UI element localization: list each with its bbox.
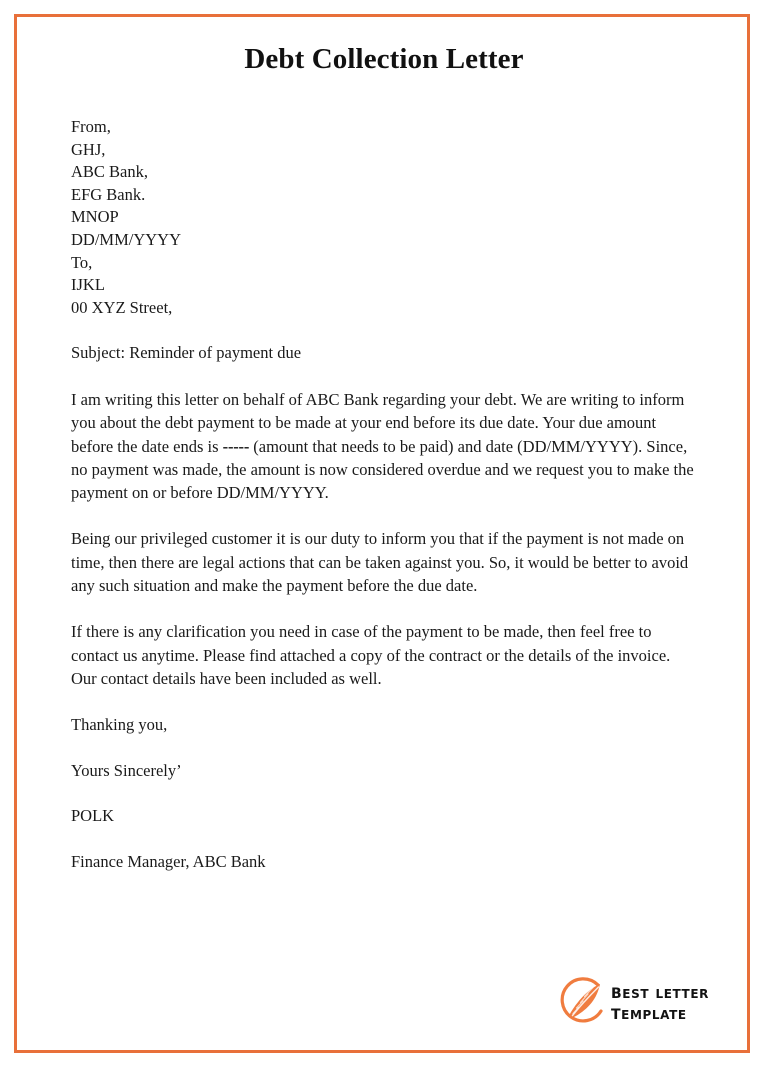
blank-amount-placeholder: ----- (222, 436, 250, 456)
address-line: DD/MM/YYYY (71, 229, 182, 249)
address-line: From, (71, 117, 111, 136)
page-title: Debt Collection Letter (244, 43, 524, 75)
body-paragraph-3: If there is any clarification you need in case of the payment to be made, then feel free to contact us anytime. Please find attached a copy of the contract or the details of the invoice. Our contact details have been included as well. (71, 622, 671, 688)
brand-logo (557, 972, 717, 1034)
paragraph-1-text-after-blank: (amount that needs to be paid) and date (DD/MM/YYYY). Since, no payment was made, the amount is now considered overdue and we request you to make the payment on or before DD/MM/YYYY. (71, 436, 694, 503)
address-line: ABC Bank, (71, 162, 149, 182)
brand-line-1: best letter (611, 980, 709, 1003)
body-paragraph-1 (71, 388, 697, 504)
closing-valediction: Yours Sincerely’ (71, 760, 182, 780)
address-line: GHJ, (71, 139, 106, 159)
address-line: EFG Bank. (71, 184, 146, 204)
address-line: To, (71, 252, 93, 272)
signature-title: Finance Manager, ABC Bank (71, 851, 266, 871)
brand-wordmark (611, 982, 709, 1024)
signature-name: POLK (71, 806, 115, 826)
address-line: IJKL (71, 275, 105, 295)
address-line: MNOP (71, 207, 119, 227)
address-line: 00 XYZ Street, (71, 297, 173, 317)
body-paragraph-2: Being our privileged customer it is our duty to inform you that if the payment is not made on time, then there are legal actions that can be taken against you. So, it would be better to avoid any such situation and make the payment before the due date. (71, 529, 689, 596)
quill-pen-circle-icon (557, 975, 609, 1031)
brand-line-2: template (611, 1001, 687, 1024)
paragraph-1-text-before-blank: I am writing this letter on behalf of ABC Bank regarding your debt. We are writing to inform you about the debt payment to be made at your end before its due date. Your due amount before the date ends is (71, 389, 685, 456)
letter-content (71, 42, 697, 874)
address-block (71, 116, 697, 319)
closing-thanks: Thanking you, (71, 715, 168, 735)
subject-line: Subject: Reminder of payment due (71, 343, 302, 363)
